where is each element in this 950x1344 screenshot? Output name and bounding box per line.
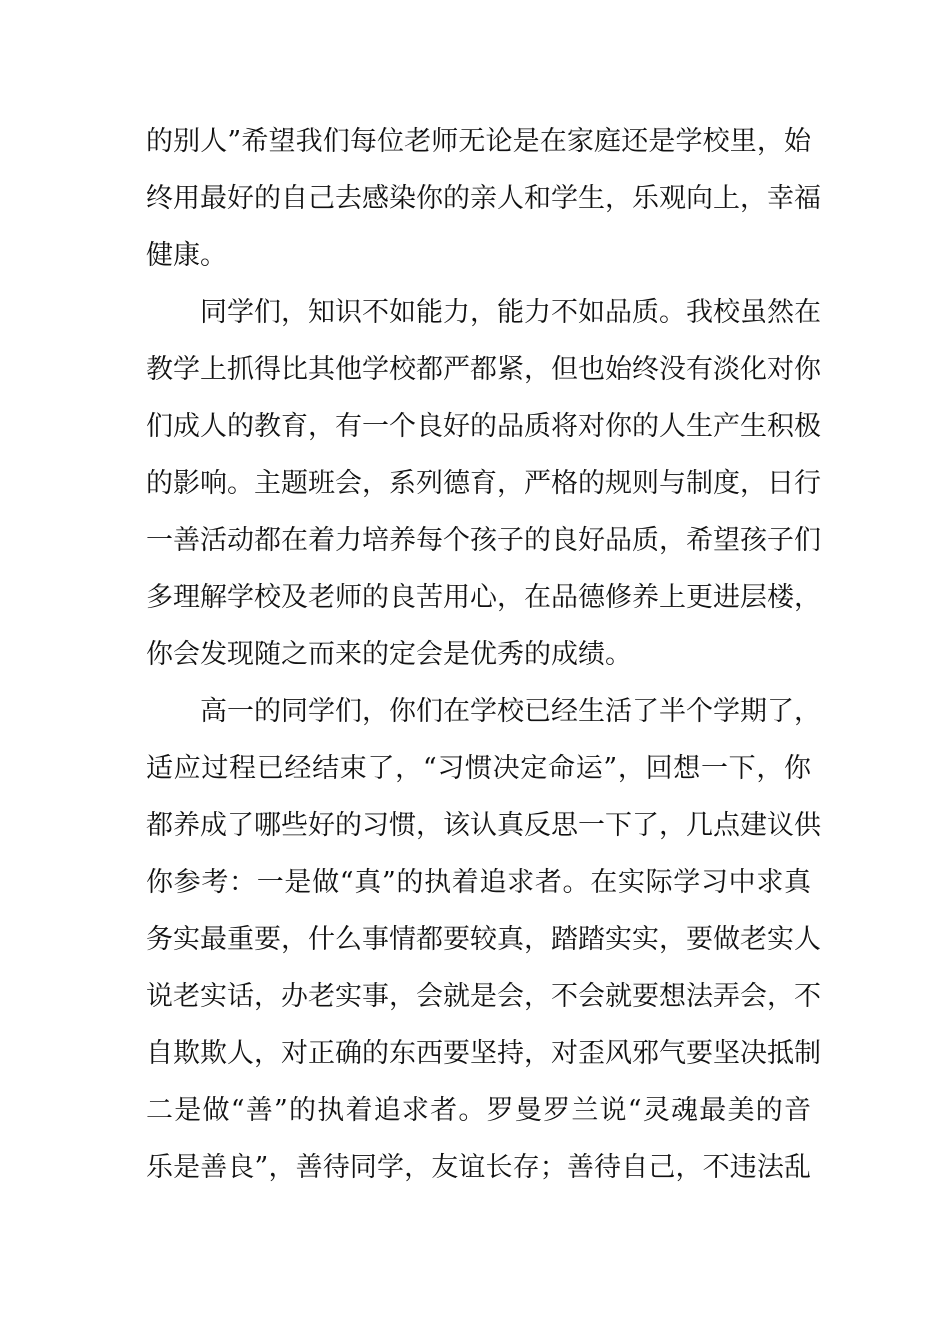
text-line: 务实最重要，什么事情都要较真，踏踏实实，要做老实人 (146, 924, 821, 955)
text-line: 的影响。主题班会，系列德育，严格的规则与制度，日行 (146, 468, 821, 499)
text-line: 教学上抓得比其他学校都严都紧，但也始终没有淡化对你 (146, 354, 821, 385)
text-line: 终用最好的自己去感染你的亲人和学生，乐观向上，幸福 (146, 183, 821, 214)
text-line: 都养成了哪些好的习惯，该认真反思一下了，几点建议供 (146, 810, 821, 841)
paragraph-first-line: 高一的同学们，你们在学校已经生活了半个学期了， (200, 696, 821, 727)
text-line: 说老实话，办老实事，会就是会，不会就要想法弄会，不 (146, 981, 821, 1012)
text-line: 二是做“善”的执着追求者。罗曼罗兰说“灵魂最美的音 (146, 1095, 811, 1126)
text-line: 乐是善良”，善待同学，友谊长存；善待自己，不违法乱 (146, 1152, 811, 1183)
text-line: 适应过程已经结束了，“习惯决定命运”，回想一下，你 (146, 753, 811, 784)
text-line: 自欺欺人，对正确的东西要坚持，对歪风邪气要坚决抵制 (146, 1038, 821, 1069)
paragraph-first-line: 同学们，知识不如能力，能力不如品质。我校虽然在 (200, 297, 821, 328)
text-line: 们成人的教育，有一个良好的品质将对你的人生产生积极 (146, 411, 821, 442)
text-line: 你会发现随之而来的定会是优秀的成绩。 (146, 639, 632, 670)
text-line: 你参考：一是做“真”的执着追求者。在实际学习中求真 (146, 867, 811, 898)
text-line: 多理解学校及老师的良苦用心，在品德修养上更进层楼， (146, 582, 821, 613)
text-line: 一善活动都在着力培养每个孩子的良好品质，希望孩子们 (146, 525, 821, 556)
text-line: 健康。 (146, 240, 227, 271)
text-line: 的别人”希望我们每位老师无论是在家庭还是学校里，始 (146, 126, 811, 157)
